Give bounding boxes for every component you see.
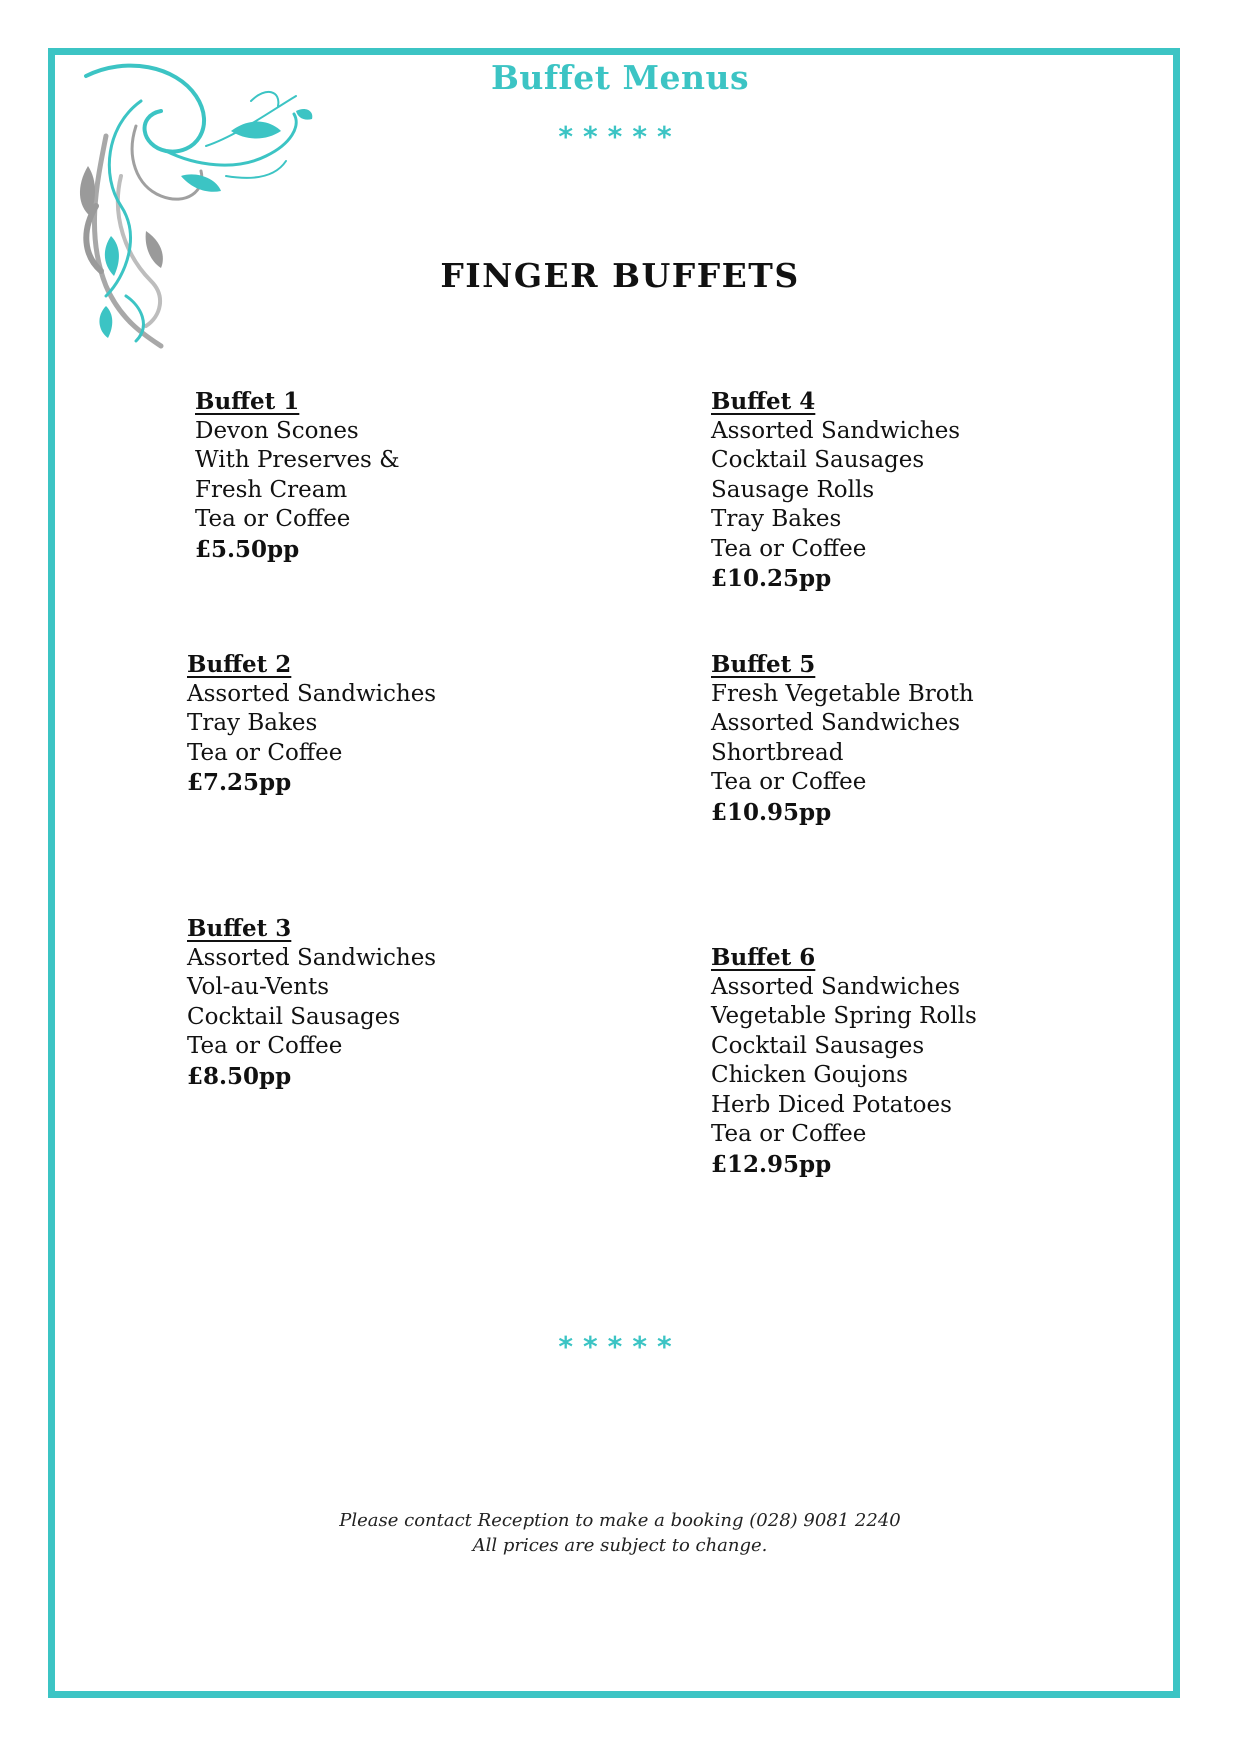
menu-item: Chicken Goujons <box>711 1062 908 1088</box>
menu-item: Assorted Sandwiches <box>711 417 961 444</box>
menu-item: Assorted Sandwiches <box>187 680 437 707</box>
buffet-name: Buffet 1 <box>195 388 300 415</box>
page-title: Buffet Menus <box>490 58 750 97</box>
menu-item: Tray Bakes <box>711 506 842 532</box>
buffet-6 <box>711 943 977 1179</box>
menu-item: Cocktail Sausages <box>711 1032 925 1059</box>
menu-item: Cocktail Sausages <box>711 447 925 473</box>
menu-item: Tea or Coffee <box>711 1121 867 1147</box>
menu-item: Cocktail Sausages <box>187 1003 401 1030</box>
contact-line: Please contact Reception to make a booking (028) 9081 2240 <box>339 1510 901 1531</box>
menu-item: Shortbread <box>711 739 844 766</box>
buffet-price: £10.25pp <box>711 565 832 592</box>
menu-item: Tea or Coffee <box>187 1033 343 1059</box>
buffet-price: £8.50pp <box>187 1062 292 1090</box>
menu-item: Herb Diced Potatoes <box>711 1091 952 1118</box>
buffet-4 <box>711 387 960 594</box>
menu-item: Assorted Sandwiches <box>711 973 961 1000</box>
menu-item: Assorted Sandwiches <box>711 710 961 736</box>
menu-item: Tea or Coffee <box>711 769 867 795</box>
menu-item: Fresh Vegetable Broth <box>711 680 974 707</box>
decorative-stars-bottom: ***** <box>558 1330 682 1363</box>
buffet-price: £7.25pp <box>187 769 292 796</box>
buffet-price: £10.95pp <box>711 798 832 826</box>
price-disclaimer: All prices are subject to change. <box>472 1535 768 1556</box>
menu-item: Tea or Coffee <box>195 506 351 532</box>
menu-item: Vol-au-Vents <box>187 974 330 1000</box>
section-title: FINGER BUFFETS <box>440 256 800 295</box>
buffet-3 <box>187 914 436 1091</box>
buffet-5 <box>711 650 974 827</box>
decorative-stars-top: ***** <box>558 120 682 153</box>
buffet-1 <box>195 387 400 564</box>
menu-item: Tea or Coffee <box>187 739 343 766</box>
buffet-name: Buffet 6 <box>711 944 816 971</box>
buffet-name: Buffet 5 <box>711 651 816 678</box>
menu-item: Devon Scones <box>195 417 359 444</box>
swirl-ornament-icon <box>66 56 346 356</box>
menu-item: Tray Bakes <box>187 710 318 736</box>
buffet-price: £5.50pp <box>195 535 300 563</box>
buffet-name: Buffet 2 <box>187 651 292 678</box>
menu-item: Sausage Rolls <box>711 476 875 503</box>
footer <box>0 1508 1240 1558</box>
menu-item: With Preserves & <box>195 447 400 473</box>
buffet-name: Buffet 4 <box>711 388 816 415</box>
menu-item: Assorted Sandwiches <box>187 944 437 971</box>
buffet-price: £12.95pp <box>711 1150 832 1178</box>
buffet-2 <box>187 650 436 798</box>
buffet-name: Buffet 3 <box>187 915 292 942</box>
menu-item: Vegetable Spring Rolls <box>711 1003 977 1029</box>
menu-item: Fresh Cream <box>195 476 348 503</box>
menu-item: Tea or Coffee <box>711 535 867 562</box>
